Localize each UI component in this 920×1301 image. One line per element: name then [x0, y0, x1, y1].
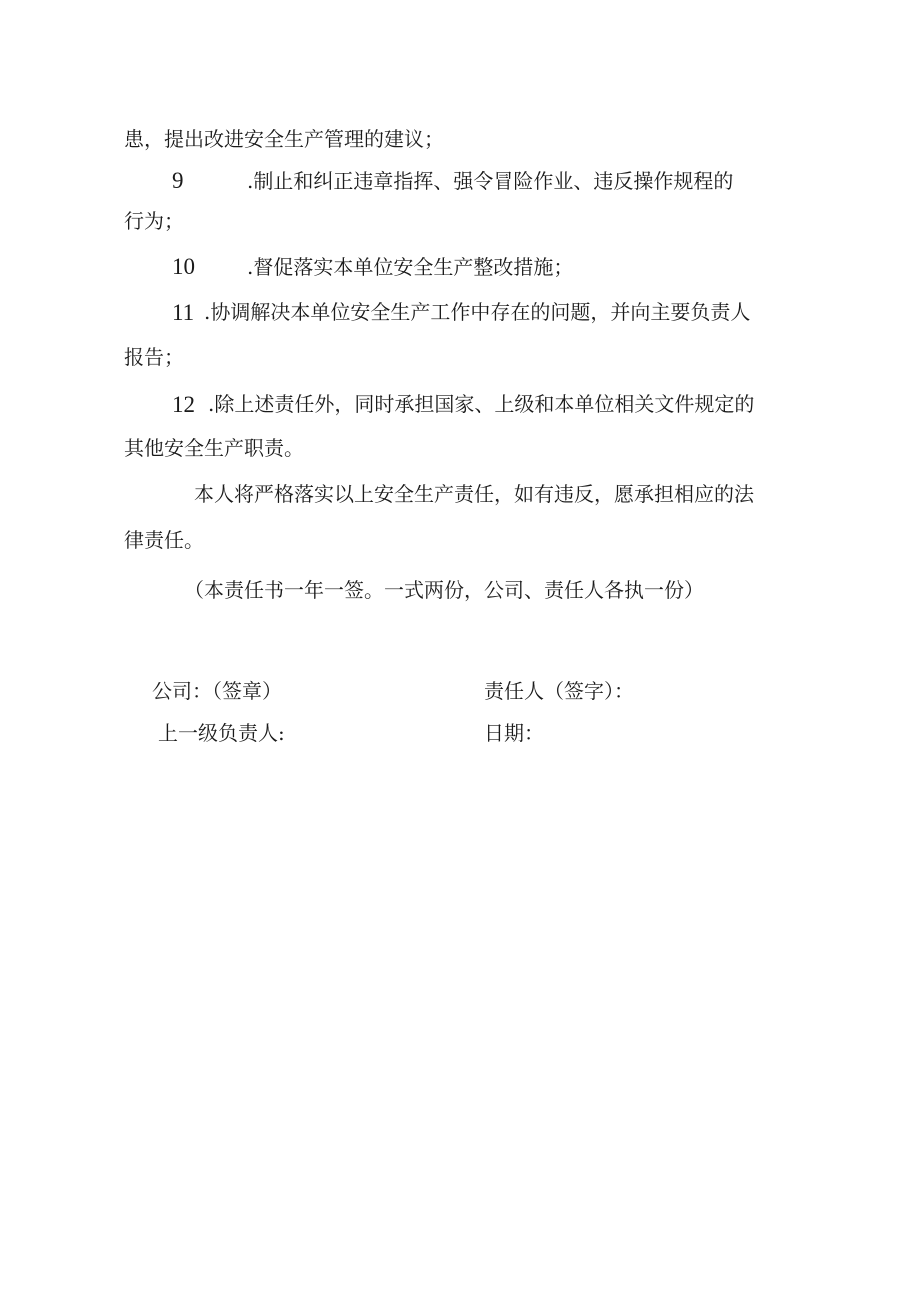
item-12-number: 12 — [172, 392, 195, 417]
item-9-text: .制止和纠正违章指挥、强令冒险作业、违反操作规程的 — [247, 169, 734, 193]
continuation-line: 患，提出改进安全生产管理的建议； — [124, 127, 444, 151]
item-11-text-continued: 报告； — [124, 345, 184, 369]
item-11-number: 11 — [172, 300, 195, 325]
signing-note: （本责任书一年一签。一式两份，公司、责任人各执一份） — [184, 578, 704, 602]
item-10-number: 10 — [172, 254, 195, 279]
pledge-text: 本人将严格落实以上安全生产责任，如有违反，愿承担相应的法 — [194, 482, 754, 506]
pledge-text-continued: 律责任。 — [124, 528, 204, 552]
company-seal-label: 公司：（签章） — [152, 679, 282, 703]
item-10-text: .督促落实本单位安全生产整改措施； — [247, 255, 574, 279]
item-12-text: .除上述责任外，同时承担国家、上级和本单位相关文件规定的 — [208, 392, 755, 416]
responsible-person-signature-label: 责任人（签字）： — [484, 679, 634, 703]
item-12-text-continued: 其他安全生产职责。 — [124, 436, 304, 460]
item-11-text: .协调解决本单位安全生产工作中存在的问题，并向主要负责人 — [204, 300, 751, 324]
item-9-text-continued: 行为； — [124, 209, 184, 233]
item-9-number: 9 — [172, 168, 184, 193]
superior-label: 上一级负责人: — [158, 721, 285, 745]
date-label: 日期： — [484, 721, 544, 745]
